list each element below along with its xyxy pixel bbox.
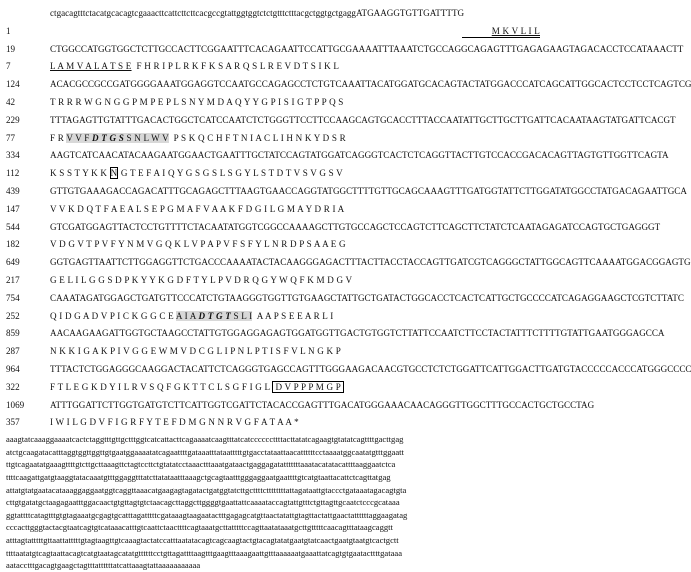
line-number: 112: [6, 168, 20, 179]
amino-acid-text: I W I L G D V F I G R F Y T E F D M G N N R V G F A T A A *: [50, 417, 299, 428]
nucleotide-text: AAGTCATCAACATACAAGAATGGAACTGAATTTGCTATCCAGTATGGATCAGGGTCACTCTCAGGTTACTTGTCCACCGACACAGTTAGTGTTGGTTCAGTA: [50, 150, 669, 161]
utr-line: cccacttgggtactacgtaatcagtgtcataaacatttgtcaattctaacttttcagtaaatgcttatttttccagttaatataaatgcttgtttttcaacagtttataagcaggtt: [6, 522, 393, 533]
nucleotide-text: TTTACTCTGGAGGGCAAGGACTACATTCTCAGGGTGAGCCAGTTTGGGAAGACAACGTGCCTCTCTGGATTCATTGGACTTGATGTACCCCCACCCATGGGCCCC: [50, 364, 691, 374]
utr-line: ttttaatatgtcagtaattacagtcatgtaatagcatatgttttttcctgttagattttaagtttgaagtttaaagaattgtttaaaaaatgaaattatcagtgtgaatacttttgataaa: [6, 547, 403, 558]
line-number: 1069: [6, 399, 25, 410]
line-number: 649: [6, 257, 20, 268]
nucleotide-text: ATTTGGATTCTTGGTGATGTCTTCATTGGTCGATTCTACACCGAGTTTGACATGGGAAACAACAGGGTTGGCTTTGCCACTGCTGCCTAG: [50, 399, 595, 410]
amino-acid-line: [50, 275, 352, 286]
utr-line: cttgtgatatgctaagagaatttggacaactgtgttagtgtctaacagcttaggcttggggtgaattattcaaaataccagtattgtttctgttagttgcaatctcccgcataaa: [6, 497, 400, 508]
line-number: 42: [6, 97, 16, 107]
signal-peptide-start: M K V L I L: [491, 25, 540, 36]
amino-acid-text: F H R I P L R K F K S A R Q S L R E V D T S I K L: [131, 61, 340, 72]
amino-acid-text: N K K I G A K P I V G G E W M V D C G L I P N L P T I S F V L N G K P: [50, 346, 342, 357]
amino-acid-line: [50, 346, 341, 357]
utr-line: aaagtatcaaaggaaaatcactctaggtttgttgctttggtcatcattacttcagaaaatcaagtttatcatccccccttttacttatatcagaagtgtatatcagttttgacttgag: [6, 434, 404, 445]
amino-acid-line: [50, 239, 346, 250]
motif-part: A I A: [175, 310, 199, 321]
line-number: 544: [6, 221, 20, 232]
line-number: 859: [6, 328, 20, 339]
signal-peptide-bar: [462, 37, 540, 38]
amino-acid-text: G E L I L G G S D P K Y Y K G D F T Y L P V D R Q G Y W Q F K M D G V: [50, 275, 353, 285]
amino-acid-text: G T E F A I Q Y G S G S L S G Y L S T D T V S V G S V: [118, 168, 343, 179]
nucleotide-text: CTGGCCATGGTGGCTCTTGCCACTTCGGAATTTCACAGAATTCCATTGCGAAAATTTAAATCTGCCAGGCAGAGTTTGAGAGAAGTAGACACCTCCATAAACTT: [50, 43, 684, 54]
utr-line: atctgcaagatacatttaggtggttggttgtgaatggaaaatatcagaattttgataaatttataatttttgtgacctataattaacattttttcctaaaatggcaatatgtttggaatt: [6, 446, 404, 457]
nucleotide-line: [50, 222, 660, 233]
utr-line: ttgtcagaatatgaaagttttgtcttgcttaaagttctagtccttctgtatatcctaaactttaaatgataactgaggagatatttttttaaatacatatacattttaaggaatctca: [6, 459, 396, 470]
amino-acid-text: Q I D G A D V P I C K G G C E: [50, 310, 176, 321]
nucleotide-text: AACAAGAAGATTGGTGCTAAGCCTATTGTGGAGGAGAGTGGATGGTTGACTGTGGTCTTATTCCAATCTTCCTACTATTTCTTTTGTATTGAATGGGAGCCA: [50, 328, 665, 339]
nucleotide-text: ctgacagtttctacatgcacagtcgaaacttcattcttcttcacgccgtattggtggtctctgtttctttacgctggtgctgagg: [50, 8, 356, 18]
amino-acid-line: [50, 97, 344, 108]
amino-acid-line: [50, 204, 344, 215]
line-number: 964: [6, 364, 20, 374]
line-number: 229: [6, 114, 20, 125]
amino-acid-line: [492, 26, 540, 37]
nucleotide-line: [50, 400, 594, 411]
nucleotide-line: [50, 186, 687, 197]
line-number: 287: [6, 346, 20, 357]
utr-line: atttagtatttttgttaattatttttgtagtaagttgtcaaagtactatccatttaatatacagtcagcaagtactgtacagtatatgaatgtatcaactgaatgtaatgtcactgctt: [6, 535, 399, 545]
nucleotide-text: TTTAGAGTTGTATTTGACACTGGCTCATCCAATCTCTGGGTTCCTTCCAAGCAGTGCACCTTTACCAATATTGCTTGCTTGATTCACAATAAGTATGATTCACGT: [50, 114, 676, 125]
line-number: 1: [6, 25, 11, 36]
line-number: 439: [6, 186, 20, 196]
motif-part: S L I: [231, 310, 253, 321]
nucleotide-line: [50, 8, 464, 19]
nucleotide-text: GTCGATGGAGTTACTCCTGTTTTCTACAATATGGTCGGCCAAAAGCTTGTGCCAGCTCCAGTCTTCAGCTTCTATCTCAATAGAGATCCAGTGCTGAGGGT: [50, 221, 661, 232]
nucleotide-text: GTTGTGAAAGACCAGACATTTGCAGAGCTTTAAGTGAACCAGGTATGGCTTTTGTTGCAGCAAAGTTTGATGGTATTCTTGGATATGGCCTATGACAGAATTGCA: [50, 186, 687, 196]
nucleotide-text: GGTGAGTTAATTCTTGGAGGTTCTGACCCAAAATACTACAAGGGAGACTTTACTTACCTACCAGTTGATCGTCAGGGCTATTGGCAGTTCAAAATGGACGGAGTG: [50, 257, 691, 268]
utr-line: ttttcaagattgatgtaaggtatacaaatgtttggaggtttatcttatataatttaaagctgcagtaatttgggaggaatgaattttgtcatgtaattacattctcagttatgag: [6, 472, 391, 482]
start-codon-region: ATGAAGGTGTTGATTTTG: [355, 8, 465, 18]
nucleotide-text: CAAATAGATGGAGCTGATGTTCCCATCTGTAAGGGTGGTTGTGAAGCTATTGCTGATACTGGCACCTCACTCATTGCTGCCCCATCAGAGGAAGCTCGTCTTATC: [50, 292, 684, 303]
nucleotide-line: [50, 44, 683, 55]
utr-line: ggtattttcatagtttgtgtagaaatgcgagtgcatttagatttttcgataaagtaagaatactttgagagcatgttaactatattgtagttactattgaactattttttaggaagatag: [6, 509, 408, 520]
nucleotide-line: [50, 115, 676, 126]
line-number: 252: [6, 310, 20, 321]
nucleotide-line: [50, 257, 691, 268]
line-number: 182: [6, 239, 20, 250]
catalytic-dtgt: D T G T: [198, 310, 231, 321]
amino-acid-text: F R: [50, 132, 67, 143]
amino-acid-line: [50, 311, 333, 322]
nucleotide-line: [50, 150, 669, 161]
line-number: 77: [6, 132, 16, 143]
signal-peptide: L A M V A L A T S E: [50, 61, 132, 72]
amino-acid-line: [50, 382, 344, 393]
line-number: 147: [6, 203, 20, 214]
amino-acid-line: [50, 133, 346, 144]
amino-acid-line: [50, 417, 299, 428]
nucleotide-text: ACACGCCGCCGATGGGGAAATGGAGGTCCAATGCCAGAGCCTCTGTCAAATTACATGGATGCACAGTACTATGGACCCATCAGCATTGGCACTCCTCCTCAGTCG: [50, 79, 691, 90]
line-number: 334: [6, 150, 20, 161]
line-number: 357: [6, 417, 20, 428]
nucleotide-line: [50, 364, 691, 375]
amino-acid-text: P S K Q C H F T N I A C L I H N K Y D S R: [168, 132, 346, 143]
motif-part: V V F: [66, 132, 93, 143]
active-site-motif-1: [66, 133, 168, 143]
nucleotide-line: [50, 293, 684, 304]
nucleotide-line: [50, 79, 691, 90]
utr-line: aatacctttgacagtgaagctagtttattttttatcattaaagtattaaaaaaaaaaa: [6, 560, 201, 571]
amino-acid-text: A A P S E E A R L I: [252, 310, 334, 321]
amino-acid-line: [50, 168, 343, 179]
amino-acid-text: K S S T Y K K: [50, 168, 110, 179]
amino-acid-line: [50, 61, 339, 72]
line-number: 19: [6, 43, 16, 54]
line-number: 217: [6, 275, 20, 285]
amino-acid-text: T R R R W G N G G P M P E P L S N Y M D A Q Y Y G P I S I G T P P Q S: [50, 97, 344, 107]
line-number: 754: [6, 292, 20, 303]
glycosylation-site-box: N: [110, 168, 118, 179]
c-terminal-motif-box: D V P P P M G P: [272, 381, 344, 393]
line-number: 124: [6, 79, 20, 90]
amino-acid-text: V D G V T P V F Y N M V G Q K L V P A P V F S F Y L N R D P S A A E G: [50, 239, 346, 250]
amino-acid-text: V V K D Q T F A E A L S E P G M A F V A A K F D G I L G M A Y D R I A: [50, 203, 345, 214]
utr-line: attatgtatgaatacataaaggaggaatggtcaggttaaacatgaagagtagatactgatggtatcttgcttttcttttttttattagataattgtaccctgataaatagacagtgta: [6, 484, 407, 495]
line-number: 7: [6, 61, 11, 72]
amino-acid-text: F T L E G K D Y I L R V S Q F G K T T C L S G F I G L: [50, 381, 273, 392]
active-site-motif-2: [176, 311, 252, 321]
motif-part: S N L W V: [124, 132, 169, 143]
catalytic-dtgs: D T G S: [92, 132, 125, 143]
line-number: 322: [6, 381, 20, 392]
nucleotide-line: [50, 328, 664, 339]
